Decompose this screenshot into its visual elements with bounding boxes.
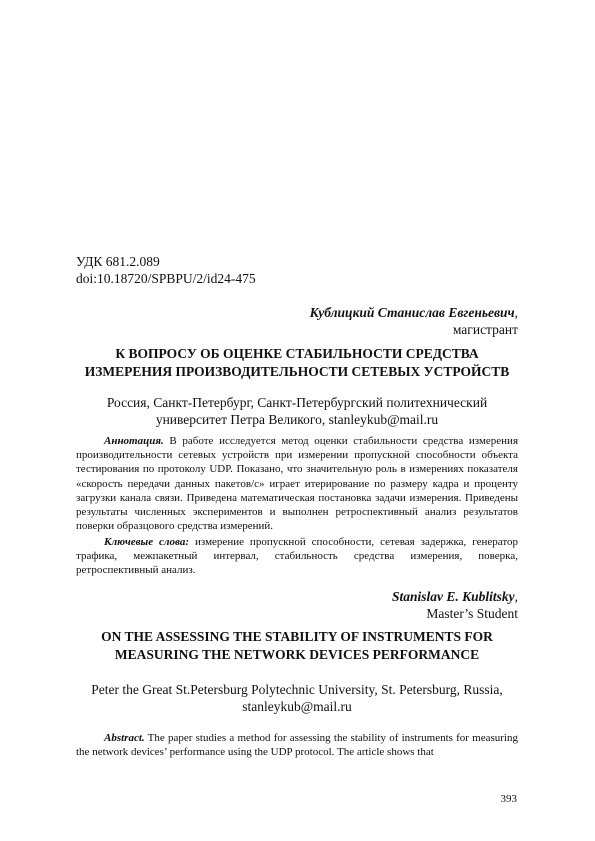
- article-title-en: [76, 628, 518, 664]
- abstract-en: [76, 731, 518, 759]
- author-block-ru: [76, 304, 518, 338]
- abstract-label-en: Abstract.: [104, 732, 145, 744]
- abstract-label-ru: Аннотация.: [104, 435, 164, 447]
- article-title-ru: [76, 345, 518, 381]
- abstract-text-ru: В работе исследуется метод оценки стабильности средства измерения производительности сетевых устройств при измерении пропускной способности объекта тестирования по протоколу UDP. Показано, что значительную роль в измерениях показателя «скорость передачи данных пакетов/с» играет итерирование по размеру кадра и проценту загрузки канала связи. Приведена математическая постановка задачи измерения. Приведены результаты численных экспериментов и выполнен ретроспективный анализ результатов поверки образцового средства измерений.: [76, 435, 519, 533]
- affiliation-ru: [76, 394, 518, 428]
- affiliation-en-line-2: stanleykub@mail.ru: [242, 699, 352, 714]
- doi: doi:10.18720/SPBPU/2/id24-475: [76, 271, 256, 286]
- keywords-text-ru: измерение пропускной способности, сетевая задержка, генератор трафика, межпакетный интервал, стабильность средства измерения, поверка, ретроспективный анализ.: [76, 536, 518, 577]
- author-name-en: Stanislav E. Kublitsky: [391, 589, 515, 604]
- keywords-label-ru: Ключевые слова:: [104, 536, 190, 548]
- title-en-line-1: ON THE ASSESSING THE STABILITY OF INSTRUMENTS FOR: [101, 629, 493, 644]
- abstract-text-en: The paper studies a method for assessing the stability of instruments for measuring the network devices’ performance using the UDP protocol. The article shows that: [76, 732, 518, 759]
- title-ru-line-1: К ВОПРОСУ ОБ ОЦЕНКЕ СТАБИЛЬНОСТИ СРЕДСТВА: [115, 346, 479, 361]
- title-en-line-2: MEASURING THE NETWORK DEVICES PERFORMANCE: [114, 647, 480, 662]
- affiliation-en: [76, 681, 518, 715]
- affiliation-en-line-1: Peter the Great St.Petersburg Polytechnic University, St. Petersburg, Russia,: [91, 682, 503, 697]
- author-name-ru: Кублицкий Станислав Евгеньевич: [309, 305, 515, 320]
- page-number: 393: [500, 793, 517, 805]
- keywords-ru: [76, 535, 518, 578]
- author-block-en: [76, 588, 518, 622]
- article-meta: [76, 253, 518, 287]
- affiliation-ru-line-1: Россия, Санкт-Петербург, Санкт-Петербургский политехнический: [106, 395, 488, 410]
- author-comma-en: ,: [514, 589, 518, 604]
- author-title-ru: магистрант: [452, 322, 518, 337]
- affiliation-ru-line-2: университет Петра Великого, stanleykub@mail.ru: [155, 412, 439, 427]
- author-comma-ru: ,: [514, 305, 518, 320]
- udk-code: УДК 681.2.089: [76, 254, 160, 269]
- author-title-en: Master’s Student: [426, 606, 518, 621]
- title-ru-line-2: ИЗМЕРЕНИЯ ПРОИЗВОДИТЕЛЬНОСТИ СЕТЕВЫХ УСТРОЙСТВ: [84, 364, 510, 379]
- document-page: [76, 0, 518, 841]
- abstract-ru: [76, 434, 518, 533]
